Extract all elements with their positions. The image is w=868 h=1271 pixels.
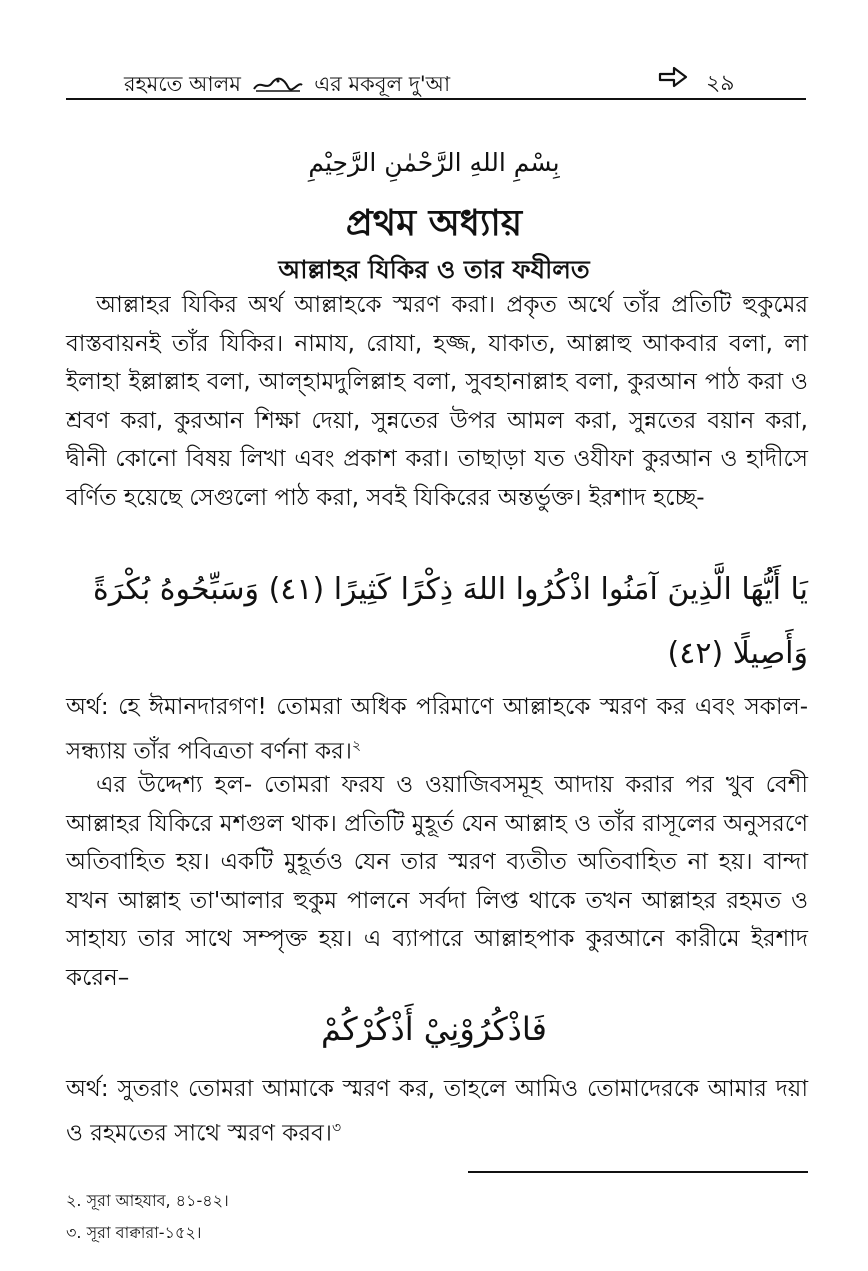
footnote-divider <box>468 1171 808 1173</box>
footnote-2: ২. সূরা আহযাব, ৪১-৪২। <box>66 1191 229 1210</box>
running-header <box>66 62 806 100</box>
footnote-ref: ২ <box>352 737 362 754</box>
meaning-baqarah <box>66 1070 808 1153</box>
section-title: আল্লাহর যিকির ও তার ফযীলত <box>278 255 590 284</box>
page-number: ২৯ <box>706 71 735 96</box>
meaning-ahzab <box>66 688 808 771</box>
quran-verse-ahzab-line2: وَأَصِيلًا (٤٢) <box>667 636 808 671</box>
meaning-text: হে ঈমানদারগণ! তোমরা অধিক পরিমাণে আল্লাহকে স্মরণ কর এবং সকাল-সন্ধ্যায় তাঁর পবিত্রতা বর্ণনা কর। <box>66 694 809 765</box>
paragraph-explanation: এর উদ্দেশ্য হল- তোমরা ফরয ও ওয়াজিবসমূহ আদায় করার পর খুব বেশী আল্লাহর যিকিরে মশগুল থাক। প্রতিটি মুহূর্ত যেন আল্লাহ ও তাঁর রাসূলের অনুসরণে অতিবাহিত হয়। একটি মুহূর্তও যেন তার স্মরণ ব্যতীত অতিবাহিত না হয়। বান্দা যখন আল্লাহ তা'আলার হুকুম পালনে সর্বদা লিপ্ত থাকে তখন আল্লাহর রহমত ও সাহায্য তার সাথে সম্পৃক্ত হয়। এ ব্যাপারে আল্লাহপাক কুরআনে কারীমে ইরশাদ করেন– <box>66 772 808 991</box>
running-title-end: এর মকবূল দু'আ <box>314 72 451 96</box>
running-title-start: রহমতে আলম <box>124 72 241 96</box>
meaning-label: অর্থ: <box>66 1076 109 1102</box>
chapter-title: প্রথম অধ্যায় <box>345 203 523 244</box>
meaning-text: সুতরাং তোমরা আমাকে স্মরণ কর, তাহলে আমিও তোমাদেরকে আমার দয়া ও রহমতের সাথে স্মরণ করব। <box>66 1076 809 1147</box>
meaning-label: অর্থ: <box>66 694 109 720</box>
quran-verse-baqarah: فَاذْكُرُوْنِيْ أَذْكُرْكُمْ <box>321 1010 547 1048</box>
paragraph-intro: আল্লাহর যিকির অর্থ আল্লাহকে স্মরণ করা। প্রকৃত অর্থে তাঁর প্রতিটি হুকুমের বাস্তবায়নই তাঁর যিকির। নামায, রোযা, হজ্জ, যাকাত, আল্লাহু আকবার বলা, লা ইলাহা ইল্লাল্লাহ বলা, আল্‌হামদুলিল্লাহ বলা, সুবহানাল্লাহ বলা, কুরআন পাঠ করা ও শ্রবণ করা, কুরআন শিক্ষা দেয়া, সুন্নতের উপর আমল করা, সুন্নতের বয়ান করা, দ্বীনী কোনো বিষয় লিখা এবং প্রকাশ করা। তাছাড়া যত ওযীফা কুরআন ও হাদীসে বর্ণিত হয়েছে সেগুলো পাঠ করা, সবই যিকিরের অন্তর্ভুক্ত। ইরশাদ হচ্ছে- <box>66 292 808 511</box>
calligraphy-ornament-icon <box>252 77 304 93</box>
basmala: بِسْمِ اللهِ الرَّحْمٰنِ الرَّحِيْمِ <box>308 148 560 177</box>
quran-verse-ahzab-line1: يَا أَيُّهَا الَّذِينَ آمَنُوا اذْكُرُوا اللهَ ذِكْرًا كَثِيرًا (٤١) وَسَبِّحُوهُ بُكْرَةً <box>93 572 808 607</box>
footnote-ref: ৩ <box>332 1119 342 1136</box>
footnote-3: ৩. সূরা বাক্বারা-১৫২। <box>66 1223 202 1242</box>
running-title <box>124 68 450 103</box>
arrow-right-icon <box>658 66 688 88</box>
